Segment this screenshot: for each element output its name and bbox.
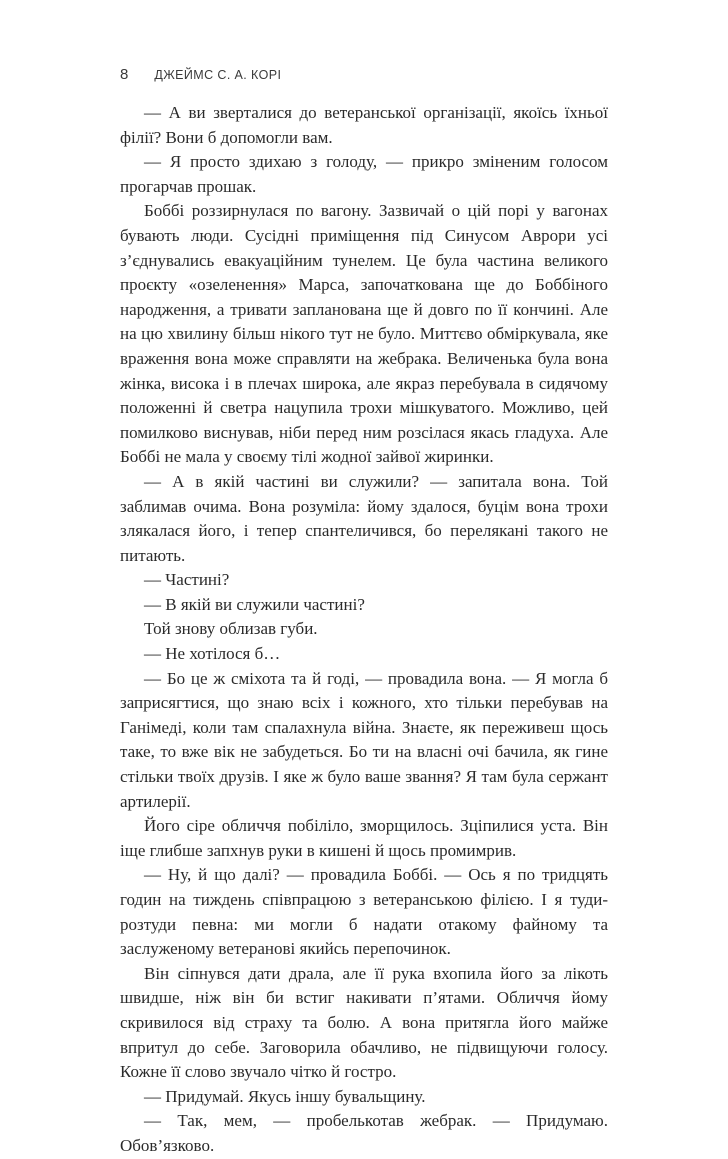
paragraph: — А в якій частині ви служили? — запитала вона. Той заблимав очима. Вона розуміла: йому здалося, буцім вона трохи злякалася його, і тепер спантеличився, бо перелякані такого не питають. [120,471,608,565]
paragraph: Той знову облизав губи. [144,619,318,639]
paragraph: — Ну, й що далі? — провадила Боббі. — Ось я по тридцять годин на тиждень співпрацюю з ветеранською філією. І я туди-розтуди певна: ми могли б надати отакому файному та заслуженому ветеранові якийсь перепочинок. [120,865,608,959]
paragraph: — Так, мем, — пробелькотав жебрак. — Придумаю. Обов’язково. [120,1111,608,1155]
paragraph: — Не хотілося б… [144,644,281,664]
paragraph: — Придумай. Якусь іншу бувальщину. [144,1086,426,1106]
paragraph: — А ви зверталися до ветеранської організації, якоїсь їхньої філії? Вони б допомогли вам. [120,103,608,147]
page-number: 8 [120,66,129,83]
paragraph: — В якій ви служили частині? [144,594,365,614]
paragraph: Його сіре обличчя побіліло, зморщилось. Зціпилися уста. Він іще глибше запхнув руки в кишені й щось промимрив. [120,816,608,860]
paragraph: Боббі роззирнулася по вагону. Зазвичай о цій порі у вагонах бувають люди. Сусідні приміщення під Синусом Аврори усі з’єднувались евакуаційним тунелем. Це була частина великого проєкту «озеленення» Марса, започаткована ще до Боббіного народження, а тривати запланована ще й довго по її кончині. Але на цю хвилину більш нікого тут не було. Миттєво обміркувала, яке враження вона може справляти на жебрака. Величенька була вона жінка, висока і в плечах широка, але якраз перебувала в сидячому положенні й светра нацупила трохи мішкуватого. Можливо, цей помилково виснував, ніби перед ним розсілася якась гладуха. Але Боббі не мала у своєму тілі жодної зайвої жиринки. [120,201,608,467]
running-title: ДЖЕЙМС С. А. КОРІ [154,68,282,82]
running-head [120,66,281,84]
paragraph: — Я просто здихаю з голоду, — прикро зміненим голосом прогарчав прошак. [120,152,608,196]
paragraph: — Бо це ж сміхота та й годі, — провадила вона. — Я могла б заприсягтися, що знаю всіх і кожного, хто тільки перебував на Ганімеді, коли там спалахнула війна. Знаєте, як переживеш щось таке, то вже вік не забудеться. Бо ти на власні очі бачила, як гине стільки твоїх друзів. І яке ж було ваше звання? Я там була сержант артилерії. [120,668,608,811]
paragraph: Він сіпнувся дати драла, але її рука вхопила його за лікоть швидше, ніж він би встиг накивати п’ятами. Обличчя йому скривилося від страху та болю. А вона притягла його майже впритул до себе. Заговорила обачливо, не підвищуючи голосу. Кожне її слово звучало чітко й гостро. [120,963,608,1082]
paragraph: — Частині? [144,570,230,590]
